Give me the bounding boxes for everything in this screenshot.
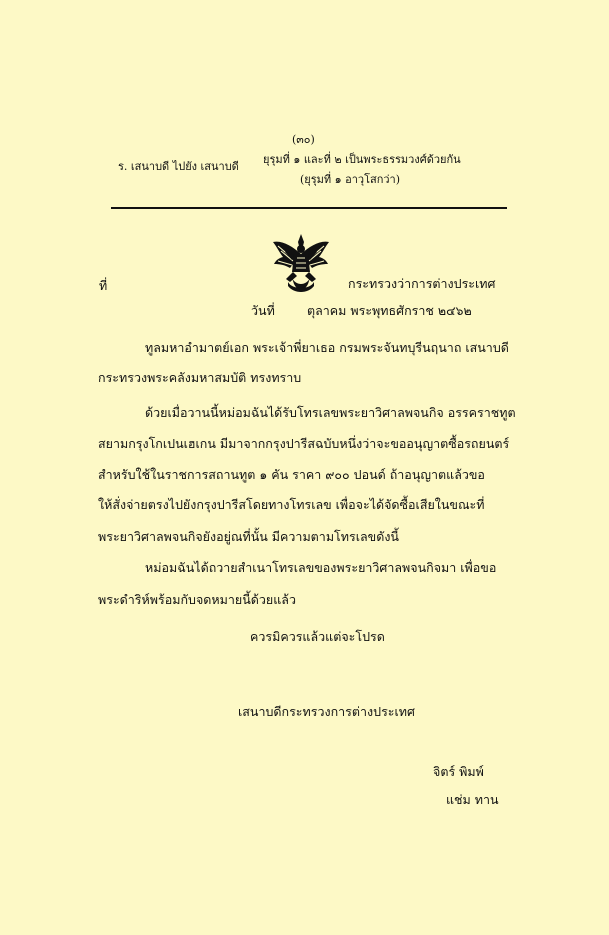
paragraph2-line2: พระดำริห์พร้อมกับจดหมายนี้ด้วยแล้ว — [98, 592, 296, 607]
footer-line1: จิตร์ พิมพ์ — [433, 764, 484, 779]
paragraph1-line3: สำหรับใช้ในราชการสถานทูต ๑ คัน ราคา ๙๐๐ ปอนด์ ถ้าอนุญาตแล้วขอ — [98, 467, 485, 482]
date-value: ตุลาคม พระพุทธศักราช ๒๔๖๒ — [307, 303, 472, 318]
sender-note-line1: ยุรุมที่ ๑ และที่ ๒ เป็นพระธรรมวงศ์ด้วยกัน — [263, 153, 461, 166]
header-divider — [111, 207, 507, 209]
paragraph1-line2: สยามกรุงโกเปนเฮเกน มีมาจากกรุงปารีสฉบับหนึ่งว่าจะขออนุญาตซื้อรถยนตร์ — [98, 436, 510, 451]
footer-line2: แช่ม ทาน — [446, 792, 499, 807]
garuda-emblem-icon — [270, 232, 332, 294]
page-number: (๓๐) — [292, 133, 315, 146]
ministry-name: กระทรวงว่าการต่างประเทศ — [348, 276, 496, 291]
closing-phrase: ควรมิควรแล้วแต่จะโปรด — [250, 629, 385, 644]
paragraph1-line1: ด้วยเมื่อวานนี้หม่อมฉันได้รับโทรเลขพระยาวิศาลพจนกิจ อรรคราชทูต — [145, 405, 516, 420]
sender-note-line2: (ยุรุมที่ ๑ อาวุโสกว่า) — [300, 173, 401, 186]
signature-title: เสนาบดีกระทรวงการต่างประเทศ — [238, 704, 415, 719]
paragraph1-line4: ให้สั่งจ่ายตรงไปยังกรุงปารีสโดยทางโทรเลข เพื่อจะได้จัดซื้อเสียในขณะที่ — [98, 497, 485, 512]
date-label: วันที่ — [251, 303, 275, 318]
salutation-line1: ทูลมหาอำมาตย์เอก พระเจ้าพี่ยาเธอ กรมพระจันทบุรีนฤนาถ เสนาบดี — [145, 340, 509, 355]
salutation-line2: กระทรวงพระคลังมหาสมบัติ ทรงทราบ — [98, 370, 302, 385]
routing-note: ร. เสนาบดี ไปยัง เสนาบดี — [118, 160, 239, 173]
reference-label: ที่ — [99, 278, 108, 293]
paragraph1-line5: พระยาวิศาลพจนกิจยังอยู่ณที่นั้น มีความตามโทรเลขดังนี้ — [98, 529, 399, 544]
paragraph2-line1: หม่อมฉันได้ถวายสำเนาโทรเลขของพระยาวิศาลพจนกิจมา เพื่อขอ — [145, 560, 497, 575]
